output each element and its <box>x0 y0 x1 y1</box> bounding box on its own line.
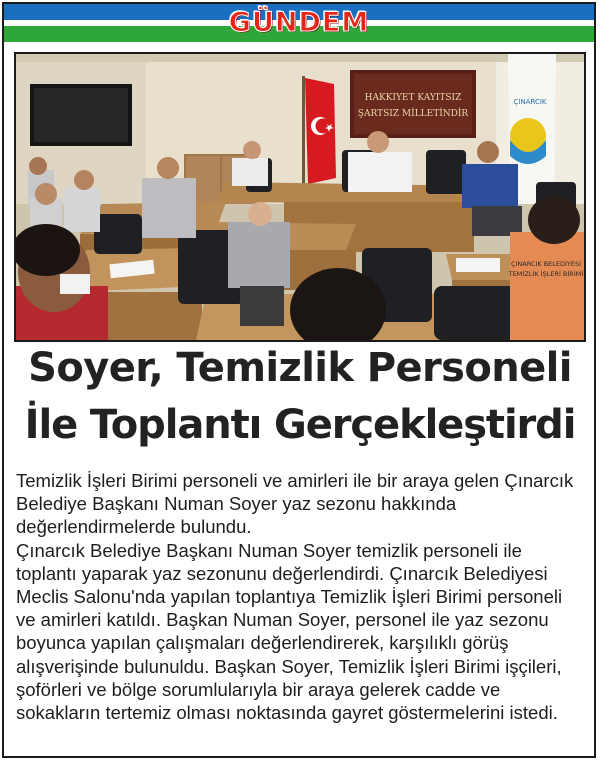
headline-line1: Soyer, Temizlik Personeli <box>28 345 572 391</box>
section-masthead <box>4 4 594 42</box>
wall-tv <box>30 84 132 146</box>
article-lead-paragraph: Temizlik İşleri Birimi personeli ve amirleri ile bir araya gelen Çınarcık Belediye Başkanı Numan Soyer yaz sezonu hakkında değerlendirmelerde bulundu. <box>16 470 574 538</box>
headline-line2: İle Toplantı Gerçekleştirdi <box>24 402 576 448</box>
article-main-paragraph: Çınarcık Belediye Başkanı Numan Soyer temizlik personeli ile toplantı yaparak yaz sezonunu değerlendirdi. Çınarcık Belediyesi Meclis Salonu'nda yapılan toplantıya Temizlik İşleri Birimi personeli ve amirleri katıldı. Başkan Numan Soyer, personel ile yaz sezonu boyunca yapılan çalışmaları değerlendirerek, karşılıklı görüş alışverişinde bulunuldu. Başkan Soyer, Temizlik İşleri Birimi işçileri, şoförleri ve bölge sorumlularıyla bir araya gelerek cadde ve sokakların tertemiz olması noktasında gayret göstermelerini istedi. <box>16 539 563 724</box>
section-label: GÜNDEM <box>228 7 370 38</box>
plaque-text-line2: ŞARTSIZ MİLLETİNDİR <box>357 109 469 119</box>
wall-plaque <box>350 70 476 138</box>
shirt-text-line1: ÇINARCIK BELEDİYESİ <box>510 260 582 268</box>
news-photo <box>14 52 586 342</box>
shirt-text-line2: TEMİZLİK İŞLERİ BİRİMİ <box>508 270 584 278</box>
banner-logo-text: ÇINARCIK <box>513 98 547 106</box>
article-body <box>16 469 584 724</box>
plaque-text-line1: HAKKIYET KAYITSIZ <box>364 93 462 103</box>
